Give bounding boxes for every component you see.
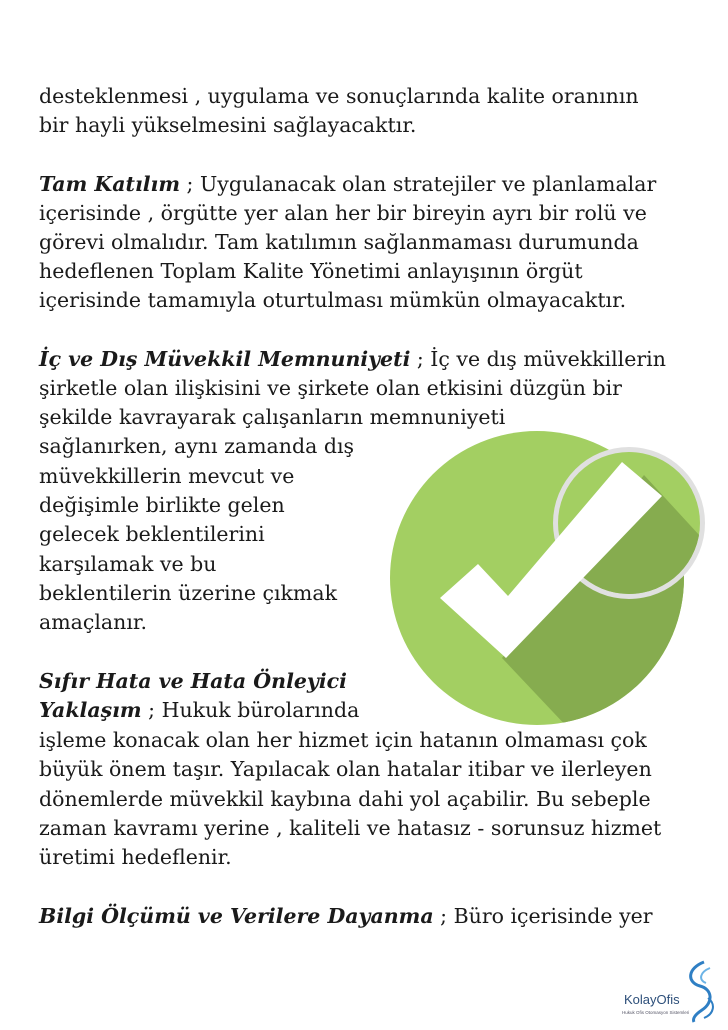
text-span: ; Uygulanacak olan stratejiler ve planlamalar xyxy=(180,172,657,196)
text-line: sağlanırken, aynı zamanda dış xyxy=(39,434,355,458)
logo-tagline: Hukuk Ofis Otomasyon Sistemleri xyxy=(622,1010,690,1015)
text-line: karşılamak ve bu xyxy=(39,552,217,576)
logo-name: KolayOfis xyxy=(624,992,680,1007)
paragraph-line xyxy=(39,169,656,199)
text-line: bir hayli yükselmesini sağlayacaktır. xyxy=(39,113,417,137)
text-line: içerisinde , örgütte yer alan her bir bireyin ayrı bir rolü ve xyxy=(39,201,647,225)
text-line: gelecek beklentilerini xyxy=(39,522,265,546)
section-heading: Bilgi Ölçümü ve Verilere Dayanma xyxy=(39,904,434,928)
text-line: değişimle birlikte gelen xyxy=(39,493,285,517)
text-line: amaçlanır. xyxy=(39,610,147,634)
section-heading: İç ve Dış Müvekkil Memnuniyeti xyxy=(39,347,411,371)
text-line: beklentilerin üzerine çıkmak xyxy=(39,581,338,605)
text-line: işleme konacak olan her hizmet için hatanın olmaması çok xyxy=(39,728,647,752)
text-line: içerisinde tamamıyla oturtulması mümkün olmayacaktır. xyxy=(39,288,627,312)
text-line: hedeflenen Toplam Kalite Yönetimi anlayışının örgüt xyxy=(39,259,583,283)
paragraph-line xyxy=(39,901,653,931)
text-span: ; Büro içerisinde yer xyxy=(433,904,653,928)
text-line: görevi olmalıdır. Tam katılımın sağlanmaması durumunda xyxy=(39,230,639,254)
text-line: şirketle olan ilişkisini ve şirkete olan etkisini düzgün bir xyxy=(39,376,622,400)
text-line: üretimi hedeflenir. xyxy=(39,845,232,869)
text-line: desteklenmesi , uygulama ve sonuçlarında kalite oranının xyxy=(39,84,639,108)
section-heading: Tam Katılım xyxy=(39,172,181,196)
text-span: ; İç ve dış müvekkillerin xyxy=(410,347,666,371)
text-line: zaman kavramı yerine , kaliteli ve hatasız - sorunsuz hizmet xyxy=(39,816,662,840)
text-line: büyük önem taşır. Yapılacak olan hatalar itibar ve ilerleyen xyxy=(39,757,652,781)
text-span: ; Hukuk bürolarında xyxy=(141,698,360,722)
checkmark-circle-icon xyxy=(350,420,722,730)
section-heading: Yaklaşım xyxy=(39,698,142,722)
paragraph-line xyxy=(39,344,666,374)
text-line: dönemlerde müvekkil kaybına dahi yol açabilir. Bu sebeple xyxy=(39,787,651,811)
text-line: şekilde kavrayarak çalışanların memnuniyeti xyxy=(39,405,506,429)
text-line: müvekkillerin mevcut ve xyxy=(39,464,295,488)
section-heading: Sıfır Hata ve Hata Önleyici xyxy=(39,669,347,693)
paragraph-line xyxy=(39,695,359,725)
kolayofis-logo xyxy=(616,958,724,1028)
